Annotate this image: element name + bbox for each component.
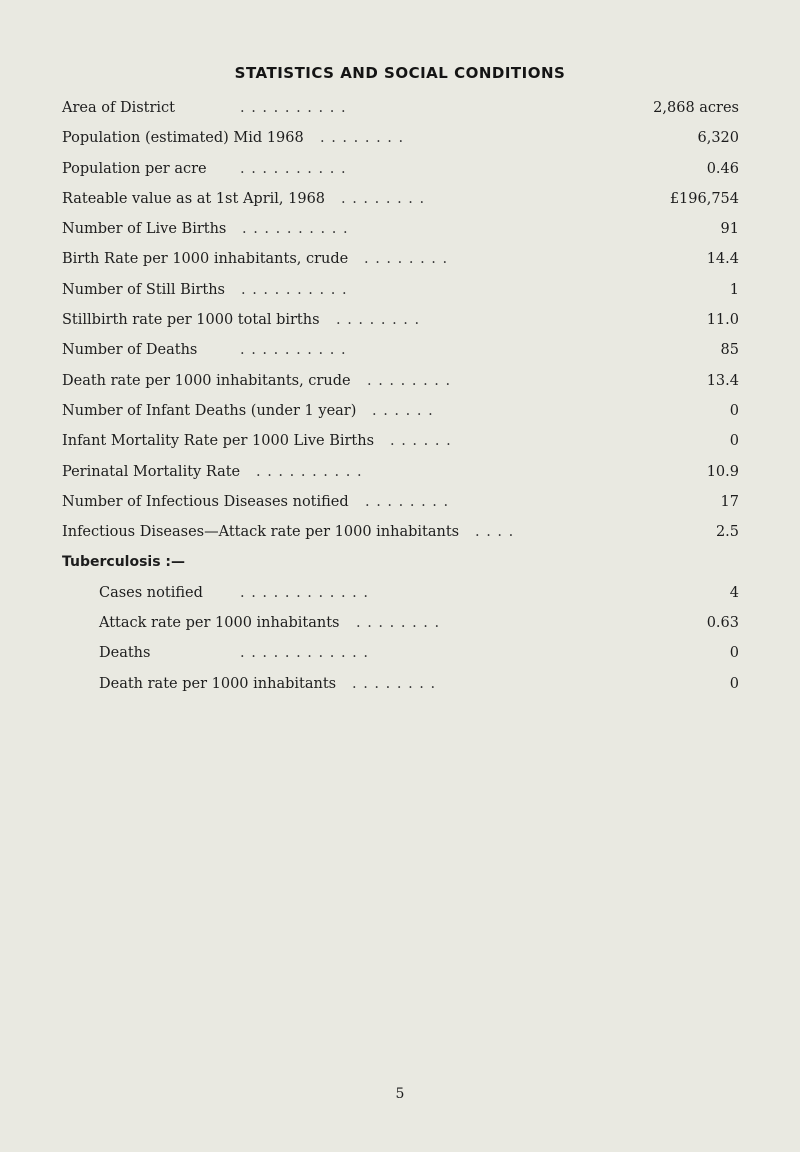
leader-dots: . . . . . . . . . . . . [240, 584, 370, 601]
stat-row [0, 429, 800, 459]
stat-label: Death rate per 1000 inhabitants, crude [62, 372, 351, 389]
stat-value: 14.4 [706, 251, 739, 268]
stat-row [0, 278, 800, 308]
stat-row [0, 308, 800, 338]
stat-label: Attack rate per 1000 inhabitants [99, 615, 340, 632]
stat-row [0, 490, 800, 520]
stat-value: 0.46 [706, 160, 739, 177]
leader-dots: . . . . . . . . [365, 493, 450, 510]
stat-label: Number of Live Births [62, 221, 227, 238]
stat-value: 0 [729, 675, 739, 692]
stat-label: Perinatal Mortality Rate [62, 463, 241, 480]
leader-dots: . . . . . . . . . . [240, 342, 347, 359]
stat-label: Infant Mortality Rate per 1000 Live Births [62, 433, 375, 450]
page-title: STATISTICS AND SOCIAL CONDITIONS [234, 64, 566, 82]
stat-value: 4 [729, 584, 739, 601]
leader-dots: . . . . . . . . . . [256, 463, 363, 480]
leader-dots: . . . . . . [390, 433, 452, 450]
stat-value: 0 [729, 645, 739, 662]
stat-row [0, 369, 800, 399]
stat-value: 2.5 [715, 524, 739, 541]
section-heading [0, 550, 800, 580]
leader-dots: . . . . . . . . [356, 615, 441, 632]
stat-label: Area of District [62, 100, 175, 116]
stat-row [0, 611, 800, 641]
stat-row [0, 460, 800, 490]
stat-value: 91 [720, 221, 739, 238]
stat-label: Death rate per 1000 inhabitants [99, 675, 337, 692]
leader-dots: . . . . . . . . . . [242, 221, 349, 238]
stat-row [0, 641, 800, 671]
stat-row [0, 217, 800, 247]
stat-label: Stillbirth rate per 1000 total births [62, 312, 320, 329]
stat-label: Number of Still Births [62, 281, 225, 298]
leader-dots: . . . . . . [372, 402, 434, 419]
leader-dots: . . . . . . . . [367, 372, 452, 389]
stat-label: Population per acre [62, 160, 207, 177]
leader-dots: . . . . . . . . . . [240, 160, 347, 177]
stat-row [0, 520, 800, 550]
stat-row [0, 399, 800, 429]
stat-row [0, 247, 800, 277]
page-number: 5 [395, 1086, 405, 1102]
statistics-list [0, 96, 800, 702]
stat-label: Cases notified [99, 584, 203, 601]
leader-dots: . . . . . . . . . . . . [240, 645, 370, 662]
leader-dots: . . . . . . . . . . [241, 281, 348, 298]
stat-value: 0 [729, 402, 739, 419]
stat-row [0, 157, 800, 187]
stat-row [0, 672, 800, 702]
leader-dots: . . . . . . . . . . [240, 100, 347, 116]
leader-dots: . . . . . . . . [341, 190, 426, 207]
leader-dots: . . . . . . . . [320, 130, 405, 147]
stat-value: 1 [729, 281, 739, 298]
stat-row [0, 338, 800, 368]
stat-value: 85 [720, 342, 739, 359]
stat-value: 0.63 [706, 615, 739, 632]
stat-row [0, 96, 800, 126]
stat-label: Birth Rate per 1000 inhabitants, crude [62, 251, 349, 268]
leader-dots: . . . . . . . . [364, 251, 449, 268]
leader-dots: . . . . [475, 524, 515, 541]
leader-dots: . . . . . . . . [336, 312, 421, 329]
stat-label: Number of Infectious Diseases notified [62, 493, 349, 510]
stat-value: 6,320 [697, 130, 739, 147]
stat-value: 17 [720, 493, 739, 510]
stat-label: Deaths [99, 645, 151, 662]
stat-value: £196,754 [669, 190, 739, 207]
stat-label: Infectious Diseases—Attack rate per 1000 inhabitants [62, 524, 460, 541]
stat-value: 11.0 [706, 312, 739, 329]
stat-label: Number of Infant Deaths (under 1 year) [62, 402, 357, 419]
stat-label: Rateable value as at 1st April, 1968 [62, 190, 326, 207]
stat-row [0, 187, 800, 217]
stat-value: 0 [729, 433, 739, 450]
leader-dots: . . . . . . . . [352, 675, 437, 692]
stat-row [0, 581, 800, 611]
stat-label: Number of Deaths [62, 342, 198, 359]
stat-value: 10.9 [706, 463, 739, 480]
stat-row [0, 126, 800, 156]
section-heading-label: Tuberculosis :— [62, 554, 186, 571]
stat-value: 13.4 [706, 372, 739, 389]
stat-value: 2,868 acres [653, 100, 739, 116]
stat-label: Population (estimated) Mid 1968 [62, 130, 304, 147]
